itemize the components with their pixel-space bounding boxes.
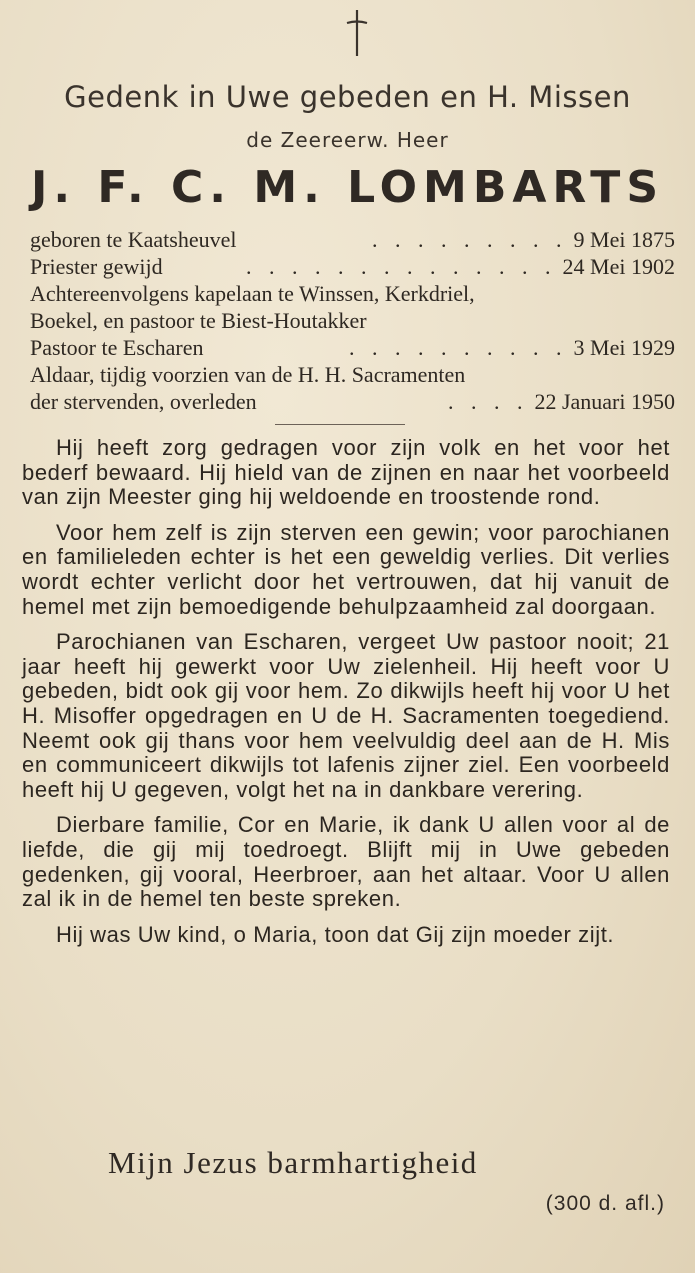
paragraph-parishioners: Parochianen van Escharen, vergeet Uw pastoor nooit; 21 jaar heeft hij gewerkt voor Uw zielenheil. Hij heeft voor U gebeden, bidt ook gij voor hem. Zo dikwijls heeft hij voor U het H. Misoffer opgedragen en U de H. Sacramenten toegediend. Neemt ook gij thans voor hem veelvuldig deel aan de H. Mis en communiceert dikwijls tot lafenis zijner ziel. Een voorbeeld heeft hij U gegeven, volgt het na in dankbare verering. — [22, 629, 670, 802]
death-label: der stervenden, overleden — [30, 389, 257, 414]
career-line-2: Boekel, en pastoor te Biest-Houtakker — [30, 308, 367, 333]
ordained-date: 24 Mei 1902 — [562, 254, 675, 279]
paragraph-care: Hij heeft zorg gedragen voor zijn volk en het voor het bederf bewaard. Hij hield van de zijnen en naar het voorbeeld van zijn Meester ging hij weldoende en troostende rond. — [22, 435, 670, 510]
closing-prayer: Mijn Jezus barmhartigheid — [108, 1145, 478, 1180]
pastor-date: 3 Mei 1929 — [573, 335, 675, 360]
ordained-row: Priester gewijd . . . . . . . . . . . . . . 24 Mei 1902 — [30, 254, 675, 279]
honorific-title: de Zeereerw. Heer — [246, 128, 449, 152]
paragraph-family: Dierbare familie, Cor en Marie, ik dank U allen voor al de liefde, die gij mij toedroegt. Blijft mij in Uwe gebeden gedenken, gij vooral, Heerbroer, aan het altaar. Voor U allen zal ik in de hemel ten beste spreken. — [22, 812, 670, 912]
ordained-label: Priester gewijd — [30, 254, 163, 279]
memorial-text — [22, 436, 670, 958]
career-line-1: Achtereenvolgens kapelaan te Winssen, Kerkdriel, — [30, 281, 475, 306]
pastor-label: Pastoor te Escharen — [30, 335, 204, 360]
cross-icon — [337, 8, 377, 58]
death-line-1: Aldaar, tijdig voorzien van de H. H. Sacramenten — [30, 362, 466, 387]
invocation-heading: Gedenk in Uwe gebeden en H. Missen — [64, 80, 631, 114]
born-label: geboren te Kaatsheuvel — [30, 227, 237, 252]
indulgence-note: (300 d. afl.) — [545, 1192, 665, 1215]
pastor-row: Pastoor te Escharen . . . . . . . . . . 3 Mei 1929 — [30, 335, 675, 360]
biography-facts — [30, 226, 675, 415]
death-date: 22 Januari 1950 — [534, 389, 675, 414]
deceased-name: J. F. C. M. LOMBARTS — [30, 162, 665, 213]
paragraph-maria: Hij was Uw kind, o Maria, toon dat Gij zijn moeder zijt. — [56, 921, 615, 947]
death-row: der stervenden, overleden . . . . 22 Januari 1950 — [30, 389, 675, 414]
born-date: 9 Mei 1875 — [573, 227, 675, 252]
paragraph-gain: Voor hem zelf is zijn sterven een gewin; voor parochianen en familieleden echter is het een geweldig verlies. Dit verlies wordt echter verlicht door het vertrouwen, dat hij vanuit de hemel met zijn bemoedigende behulpzaamheid zal doorgaan. — [22, 519, 670, 619]
divider — [275, 424, 405, 425]
born-row: geboren te Kaatsheuvel . . . . . . . . . 9 Mei 1875 — [30, 227, 675, 252]
